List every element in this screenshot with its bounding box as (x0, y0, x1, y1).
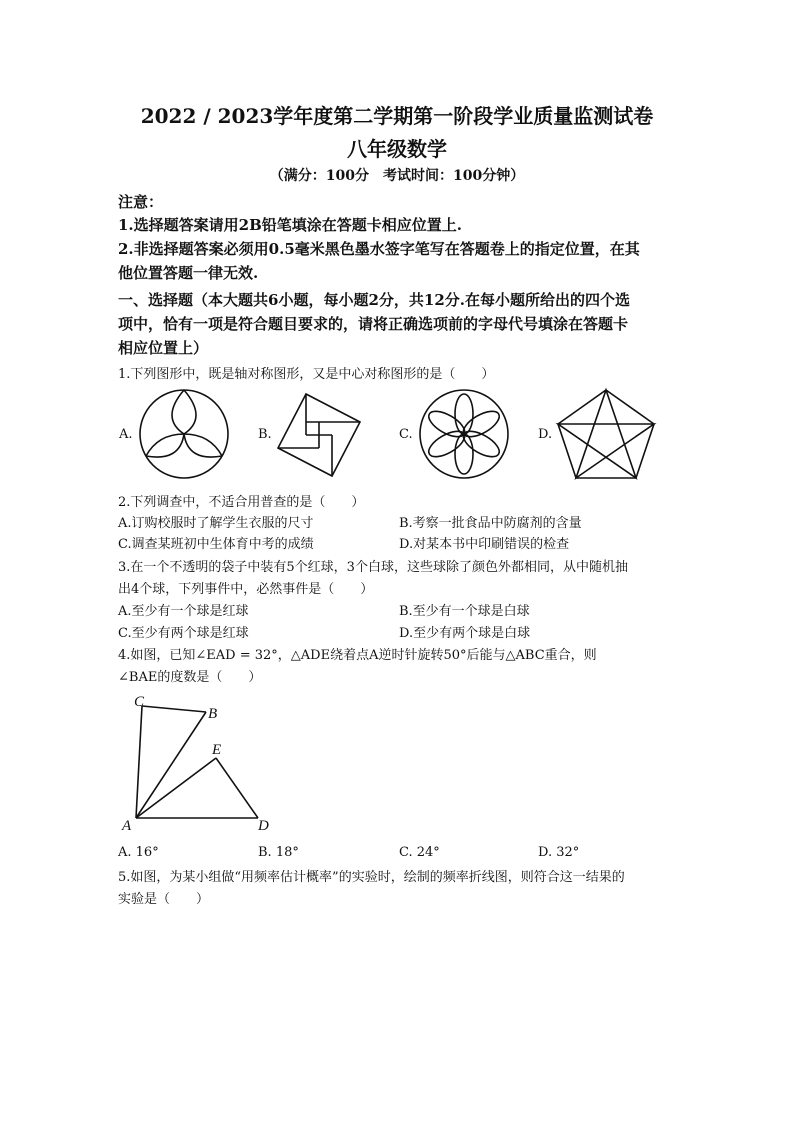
q1-figure-d (556, 388, 656, 480)
q3-option-d: D.至少有两个球是白球 (399, 626, 531, 641)
question-1-stem: 1.下列图形中，既是轴对称图形，又是中心对称图形的是（ ） (118, 367, 495, 382)
question-3-line-2: 出4个球，下列事件中，必然事件是（ ） (118, 582, 374, 597)
q3-option-a: A.至少有一个球是红球 (118, 604, 249, 619)
q2-option-a: A.订购校服时了解学生衣服的尺寸 (118, 516, 314, 531)
q2-option-b: B.考察一批食品中防腐剂的含量 (399, 516, 582, 531)
question-4-line-2: ∠BAE的度数是（ ） (118, 670, 262, 685)
question-4-line-1: 4.如图，已知∠EAD = 32°，△ADE绕着点A逆时针旋转50°后能与△ABC重合，则 (118, 648, 597, 663)
question-3-line-1: 3.在一个不透明的袋子中装有5个红球，3个白球，这些球除了颜色外都相同，从中随机抽 (118, 560, 628, 575)
point-a-label: A (122, 818, 132, 834)
question-5-line-2: 实验是（ ） (118, 892, 210, 907)
point-c-label: C (134, 694, 145, 710)
q3-option-b: B.至少有一个球是白球 (399, 604, 530, 619)
q1-option-b-label: B. (258, 427, 272, 442)
note-1: 1.选择题答案请用2B铅笔填涂在答题卡相应位置上. (118, 216, 462, 234)
q2-option-d: D.对某本书中印刷错误的检查 (399, 537, 570, 552)
q2-option-c: C.调查某班初中生体育中考的成绩 (118, 537, 314, 552)
q3-option-c: C.至少有两个球是红球 (118, 626, 249, 641)
section-1-line-2: 项中，恰有一项是符合题目要求的，请将正确选项前的字母代号填涂在答题卡 (118, 315, 629, 333)
section-1-line-1: 一、选择题（本大题共6小题，每小题2分，共12分.在每小题所给出的四个选 (118, 291, 630, 309)
exam-title: 2022 / 2023学年度第二学期第一阶段学业质量监测试卷 (140, 104, 654, 128)
q4-option-b: B. 18° (258, 845, 299, 860)
exam-info: （满分：100分 考试时间：100分钟） (269, 168, 525, 184)
q4-option-c: C. 24° (399, 845, 440, 860)
q4-option-d: D. 32° (538, 845, 580, 860)
point-d-label: D (258, 818, 269, 834)
note-2-line-2: 他位置答题一律无效. (118, 264, 259, 282)
q1-option-a-label: A. (119, 427, 133, 442)
q1-figure-a (138, 388, 230, 480)
note-2-line-1: 2.非选择题答案必须用0.5毫米黑色墨水签字笔写在答题卷上的指定位置，在其 (118, 240, 640, 258)
question-5-line-1: 5.如图，为某小组做“用频率估计概率”的实验时，绘制的频率折线图，则符合这一结果的 (118, 870, 625, 885)
point-b-label: B (208, 706, 218, 722)
question-2-stem: 2.下列调查中，不适合用普查的是（ ） (118, 495, 365, 510)
q1-figure-b (276, 392, 362, 478)
notes-heading: 注意： (118, 193, 164, 211)
q1-option-d-label: D. (538, 427, 553, 442)
q4-option-a: A. 16° (118, 845, 159, 860)
point-e-label: E (212, 742, 222, 758)
section-1-line-3: 相应位置上） (118, 339, 209, 357)
subject-title: 八年级数学 (347, 137, 447, 161)
q4-triangle-figure (118, 690, 278, 836)
q1-option-c-label: C. (399, 427, 413, 442)
q1-figure-c (418, 388, 510, 480)
